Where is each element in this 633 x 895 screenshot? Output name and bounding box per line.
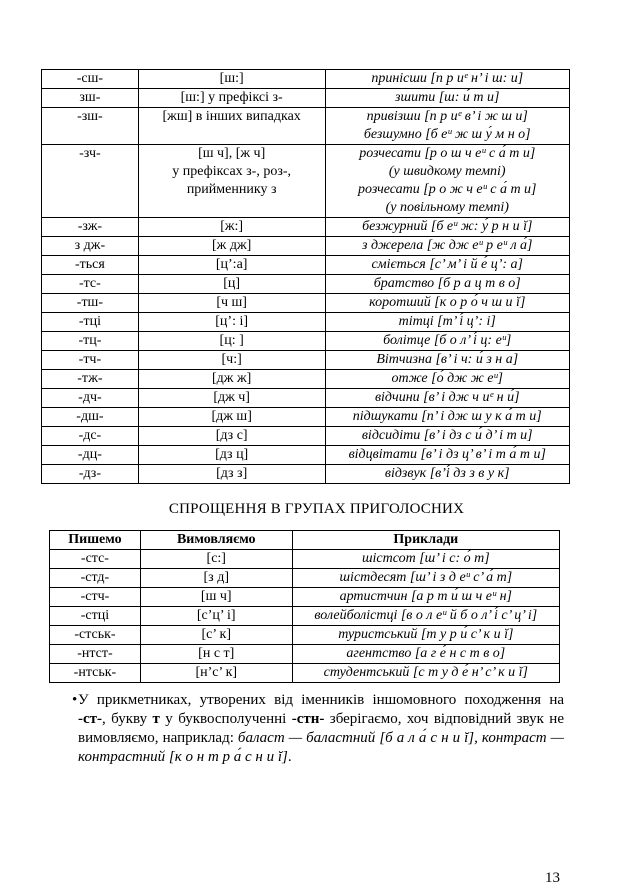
spelling-cell: -нтськ- bbox=[50, 664, 141, 683]
table-row bbox=[42, 218, 570, 237]
pronunciation-cell: [жш] в інших випадках bbox=[138, 108, 325, 145]
example-cell: відцвітати [в’ і дз ц’ в’ і т а́ т и] bbox=[325, 446, 570, 465]
example-cell: волейболістці [в о л еᵘ й б о л’ і́ с’ ц’ і] bbox=[292, 607, 559, 626]
example-cell: студентський [с т у д е́ н’ с’ к и ĭ] bbox=[292, 664, 559, 683]
bullet-marker: • bbox=[72, 692, 78, 708]
note-bold-term: -ст- bbox=[78, 711, 103, 727]
example-cell: зшити [ш: и́ т и] bbox=[325, 89, 570, 108]
pronunciation-table-body bbox=[42, 70, 570, 484]
pronunciation-cell: [дж ш] bbox=[138, 408, 325, 427]
table-row bbox=[50, 550, 560, 569]
example-cell: братство [б р а ц т в о] bbox=[325, 275, 570, 294]
example-cell: підшукати [п’ і дж ш у к а́ т и] bbox=[325, 408, 570, 427]
table-row bbox=[50, 569, 560, 588]
example-cell: принісши [п р иᵉ н’ і ш: и] bbox=[325, 70, 570, 89]
note-text: . bbox=[287, 749, 292, 765]
spelling-cell: -тс- bbox=[42, 275, 139, 294]
pronunciation-cell: [дз с] bbox=[138, 427, 325, 446]
spelling-cell: -сш- bbox=[42, 70, 139, 89]
example-cell: туристський [т у р и́ с’ к и ĭ] bbox=[292, 626, 559, 645]
table-row bbox=[50, 626, 560, 645]
column-header: Приклади bbox=[292, 531, 559, 550]
pronunciation-cell: [ц’:а] bbox=[138, 256, 325, 275]
example-cell: тітці [т’ і́ ц’: і] bbox=[325, 313, 570, 332]
spelling-cell: зш- bbox=[42, 89, 139, 108]
spelling-cell: -зж- bbox=[42, 218, 139, 237]
pronunciation-cell: [ж:] bbox=[138, 218, 325, 237]
pronunciation-cell: [дж ж] bbox=[138, 370, 325, 389]
spelling-cell: -тч- bbox=[42, 351, 139, 370]
spelling-cell: -дш- bbox=[42, 408, 139, 427]
spelling-cell: -тж- bbox=[42, 370, 139, 389]
example-cell: шістдесят [ш’ і з д еᵘ с’ а́ т] bbox=[292, 569, 559, 588]
spelling-cell: -тці bbox=[42, 313, 139, 332]
example-cell: коротший [к о р о́ ч ш и ĭ] bbox=[325, 294, 570, 313]
pronunciation-cell: [дз ц] bbox=[138, 446, 325, 465]
spelling-cell: -стс- bbox=[50, 550, 141, 569]
table-row bbox=[42, 108, 570, 145]
table-row bbox=[42, 70, 570, 89]
spelling-cell: -дч- bbox=[42, 389, 139, 408]
pronunciation-cell: [н с т] bbox=[140, 645, 292, 664]
table-row bbox=[42, 89, 570, 108]
spelling-cell: -тш- bbox=[42, 294, 139, 313]
note-bold-term: т bbox=[152, 711, 160, 727]
example-cell: болітце [б о л’ і́ ц: еᵘ] bbox=[325, 332, 570, 351]
table-row bbox=[42, 145, 570, 218]
table-row bbox=[50, 664, 560, 683]
spelling-cell: -тц- bbox=[42, 332, 139, 351]
table-row bbox=[42, 370, 570, 389]
example-cell: привізши [п р иᵉ в’ і ж ш и] безшумно [б еᵘ ж ш у́ м н о] bbox=[325, 108, 570, 145]
table-row bbox=[50, 588, 560, 607]
spelling-cell: -стці bbox=[50, 607, 141, 626]
spelling-cell: -стд- bbox=[50, 569, 141, 588]
spelling-cell: -ться bbox=[42, 256, 139, 275]
pronunciation-cell: [с’ к] bbox=[140, 626, 292, 645]
note-text: у буквосполученні bbox=[159, 711, 292, 727]
table-row bbox=[42, 332, 570, 351]
table-row bbox=[42, 351, 570, 370]
table-row bbox=[42, 294, 570, 313]
column-header: Вимовляємо bbox=[140, 531, 292, 550]
spelling-cell: -нтст- bbox=[50, 645, 141, 664]
pronunciation-cell: [ш ч] bbox=[140, 588, 292, 607]
table-row bbox=[42, 275, 570, 294]
spelling-cell: -дз- bbox=[42, 465, 139, 484]
example-cell: з джерела [ж дж еᵘ р еᵘ л а́] bbox=[325, 237, 570, 256]
table-row bbox=[42, 465, 570, 484]
pronunciation-cell: [ж дж] bbox=[138, 237, 325, 256]
column-header: Пишемо bbox=[50, 531, 141, 550]
table-header-row bbox=[50, 531, 560, 550]
table-row bbox=[42, 427, 570, 446]
rule-note bbox=[78, 691, 564, 767]
table-row bbox=[42, 237, 570, 256]
table-row bbox=[42, 313, 570, 332]
example-cell: артистчин [а р т и́ ш ч еᵘ н] bbox=[292, 588, 559, 607]
simplification-table-body bbox=[50, 550, 560, 683]
table-row bbox=[42, 389, 570, 408]
spelling-cell: -стськ- bbox=[50, 626, 141, 645]
table-row bbox=[42, 446, 570, 465]
pronunciation-cell: [с’ц’ і] bbox=[140, 607, 292, 626]
pronunciation-cell: [с:] bbox=[140, 550, 292, 569]
note-example: баласт — баластний [б а л а́ с н и ĭ], контраст — контрастний [к о н т р а́ с н и ĭ] bbox=[78, 730, 564, 765]
pronunciation-cell: [ч:] bbox=[138, 351, 325, 370]
table-row bbox=[50, 645, 560, 664]
pronunciation-cell: [з д] bbox=[140, 569, 292, 588]
pronunciation-cell: [ш ч], [ж ч] у префіксах з-, роз-, прийменнику з bbox=[138, 145, 325, 218]
example-cell: відчини [в’ і дж ч иᵉ н и́] bbox=[325, 389, 570, 408]
example-cell: відзвук [в’і́ дз з в у к] bbox=[325, 465, 570, 484]
note-text: , букву bbox=[102, 711, 153, 727]
pronunciation-cell: [ч ш] bbox=[138, 294, 325, 313]
pronunciation-cell: [ц’: і] bbox=[138, 313, 325, 332]
spelling-cell: -стч- bbox=[50, 588, 141, 607]
example-cell: безжурний [б еᵘ ж: у́ р н и ĭ] bbox=[325, 218, 570, 237]
section-title: СПРОЩЕННЯ В ГРУПАХ ПРИГОЛОСНИХ bbox=[168, 501, 465, 517]
pronunciation-cell: [ц: ] bbox=[138, 332, 325, 351]
example-cell: агентство [а г е́ н с т в о] bbox=[292, 645, 559, 664]
example-cell: розчесати [р о ш ч еᵘ с а́ т и] (у швидкому темпі) розчесати [р о ж ч еᵘ с а́ т и] (у повільному темпі) bbox=[325, 145, 570, 218]
example-cell: отже [о́ дж ж еᵘ] bbox=[325, 370, 570, 389]
example-cell: відсидіти [в’ і дз с и́ д’ і т и] bbox=[325, 427, 570, 446]
example-cell: шістсот [ш’ і с: о́ т] bbox=[292, 550, 559, 569]
pronunciation-cell: [ц] bbox=[138, 275, 325, 294]
pronunciation-cell: [ш:] bbox=[138, 70, 325, 89]
pronunciation-cell: [дз з] bbox=[138, 465, 325, 484]
pronunciation-table bbox=[41, 69, 570, 484]
table-row bbox=[42, 408, 570, 427]
example-cell: Вітчизна [в’ і ч: и́ з н а] bbox=[325, 351, 570, 370]
table-row bbox=[50, 607, 560, 626]
spelling-cell: -дц- bbox=[42, 446, 139, 465]
pronunciation-cell: [ш:] у префіксі з- bbox=[138, 89, 325, 108]
page-number: 13 bbox=[545, 870, 560, 886]
note-bold-term: -стн- bbox=[291, 711, 325, 727]
spelling-cell: -зч- bbox=[42, 145, 139, 218]
spelling-cell: з дж- bbox=[42, 237, 139, 256]
note-text: У прикметниках, утворених від іменників іншомовного походження на bbox=[78, 692, 564, 708]
pronunciation-cell: [н’с’ к] bbox=[140, 664, 292, 683]
note-text: зберігаємо, хоч відповідний звук не вимовляємо, наприклад: bbox=[78, 711, 564, 746]
example-cell: сміється [с’ м’ і й е́ ц’: а] bbox=[325, 256, 570, 275]
pronunciation-cell: [дж ч] bbox=[138, 389, 325, 408]
spelling-cell: -зш- bbox=[42, 108, 139, 145]
table-row bbox=[42, 256, 570, 275]
simplification-table bbox=[49, 530, 560, 683]
spelling-cell: -дс- bbox=[42, 427, 139, 446]
